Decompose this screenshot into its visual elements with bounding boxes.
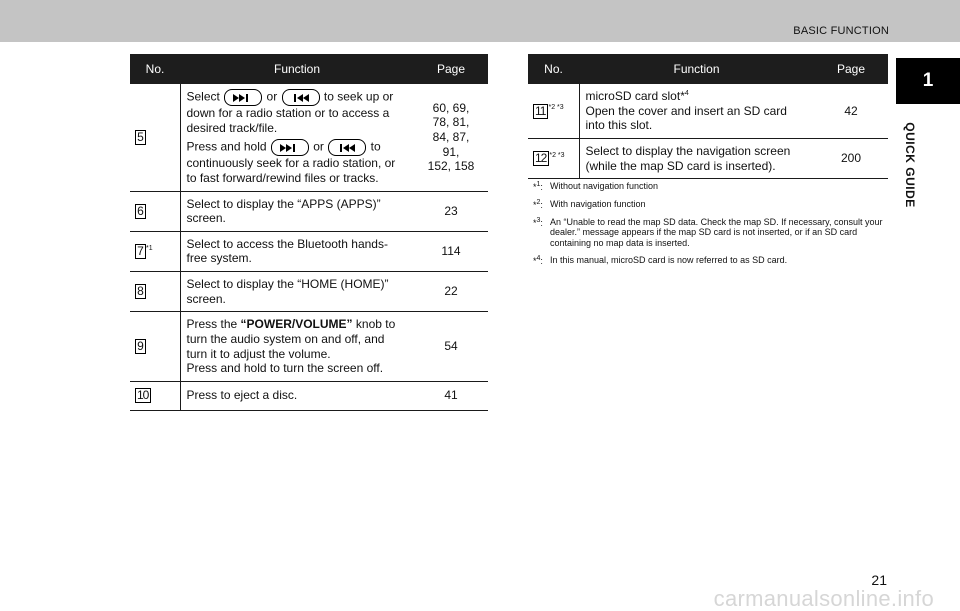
function-cell: Select or to seek up or down for a radio station or to access a desired track/file. Press and hold or to continuously seek for a radio station, or to fast forward/rewind files or tracks. [180,84,414,191]
page-reference: 200 [814,138,888,178]
item-number: 11 [533,104,548,119]
skip-forward-icon [224,89,262,106]
function-cell: Select to access the Bluetooth hands- free system. [180,231,414,271]
item-number: 9 [135,339,146,354]
table-row [130,312,488,382]
page-reference: 41 [414,381,488,410]
function-cell: Select to display the “HOME (HOME)” screen. [180,272,414,312]
watermark: carmanualsonline.info [713,586,934,611]
page-number: 21 [871,572,887,588]
col-header-page: Page [814,54,888,84]
footnote-marker: *2 *3 [548,104,564,112]
item-number: 10 [135,388,151,403]
footnote: *$^3$: An “Unable to read the map SD data. Check the map SD. If necessary, consult your dealer.” message appears if the map SD card is not inserted, or if an SD card containing no map data is inserted. [533,216,883,249]
item-number: 7 [135,244,146,259]
footnote-marker: *1 [146,244,153,252]
function-cell: Select to display the navigation screen (while the map SD card is inserted). [579,138,814,178]
footnote: *$^2$: With navigation function [533,198,646,210]
col-header-no: No. [528,54,579,84]
page-reference: 23 [414,191,488,231]
col-header-function: Function [579,54,814,84]
footnote: *$^4$: In this manual, microSD card is now referred to as SD card. [533,254,788,266]
col-header-page: Page [414,54,488,84]
footnote: *$^1$: Without navigation function [533,181,659,192]
table-row [130,191,488,231]
col-header-no: No. [130,54,180,84]
page-reference: 60, 69, 78, 81, 84, 87, 91, 152, 158 [414,84,488,191]
table-row [130,381,488,410]
page-reference: 114 [414,231,488,271]
footnote-marker: *2 *3 [549,151,565,159]
function-cell: Press to eject a disc. [180,381,414,410]
footnotes [533,181,888,273]
function-table-right [528,54,888,179]
item-number: 5 [135,130,146,145]
page-reference: 22 [414,272,488,312]
function-cell: Select to display the “APPS (APPS)” screen. [180,191,414,231]
chapter-tab-number: 1 [896,58,960,104]
page-reference: 42 [814,84,888,138]
function-cell: microSD card slot*$^4$ Open the cover and insert an SD card into this slot. [579,84,814,138]
skip-back-icon [282,89,320,106]
function-table-left [130,54,488,411]
table-row [130,84,488,191]
function-cell: Press the “POWER/VOLUME” knob to turn the audio system on and off, and turn it to adjust the volume. Press and hold to turn the screen off. [180,312,414,382]
chapter-tab-label: QUICK GUIDE [903,122,917,208]
table-row [130,272,488,312]
table-row [528,84,888,138]
col-header-function: Function [180,54,414,84]
skip-back-icon [328,139,366,156]
item-number: 12 [533,151,549,166]
skip-forward-icon [271,139,309,156]
page-reference: 54 [414,312,488,382]
table-row [528,138,888,178]
item-number: 6 [135,204,146,219]
section-title: BASIC FUNCTION [793,25,889,37]
item-number: 8 [135,284,146,299]
table-row [130,231,488,271]
